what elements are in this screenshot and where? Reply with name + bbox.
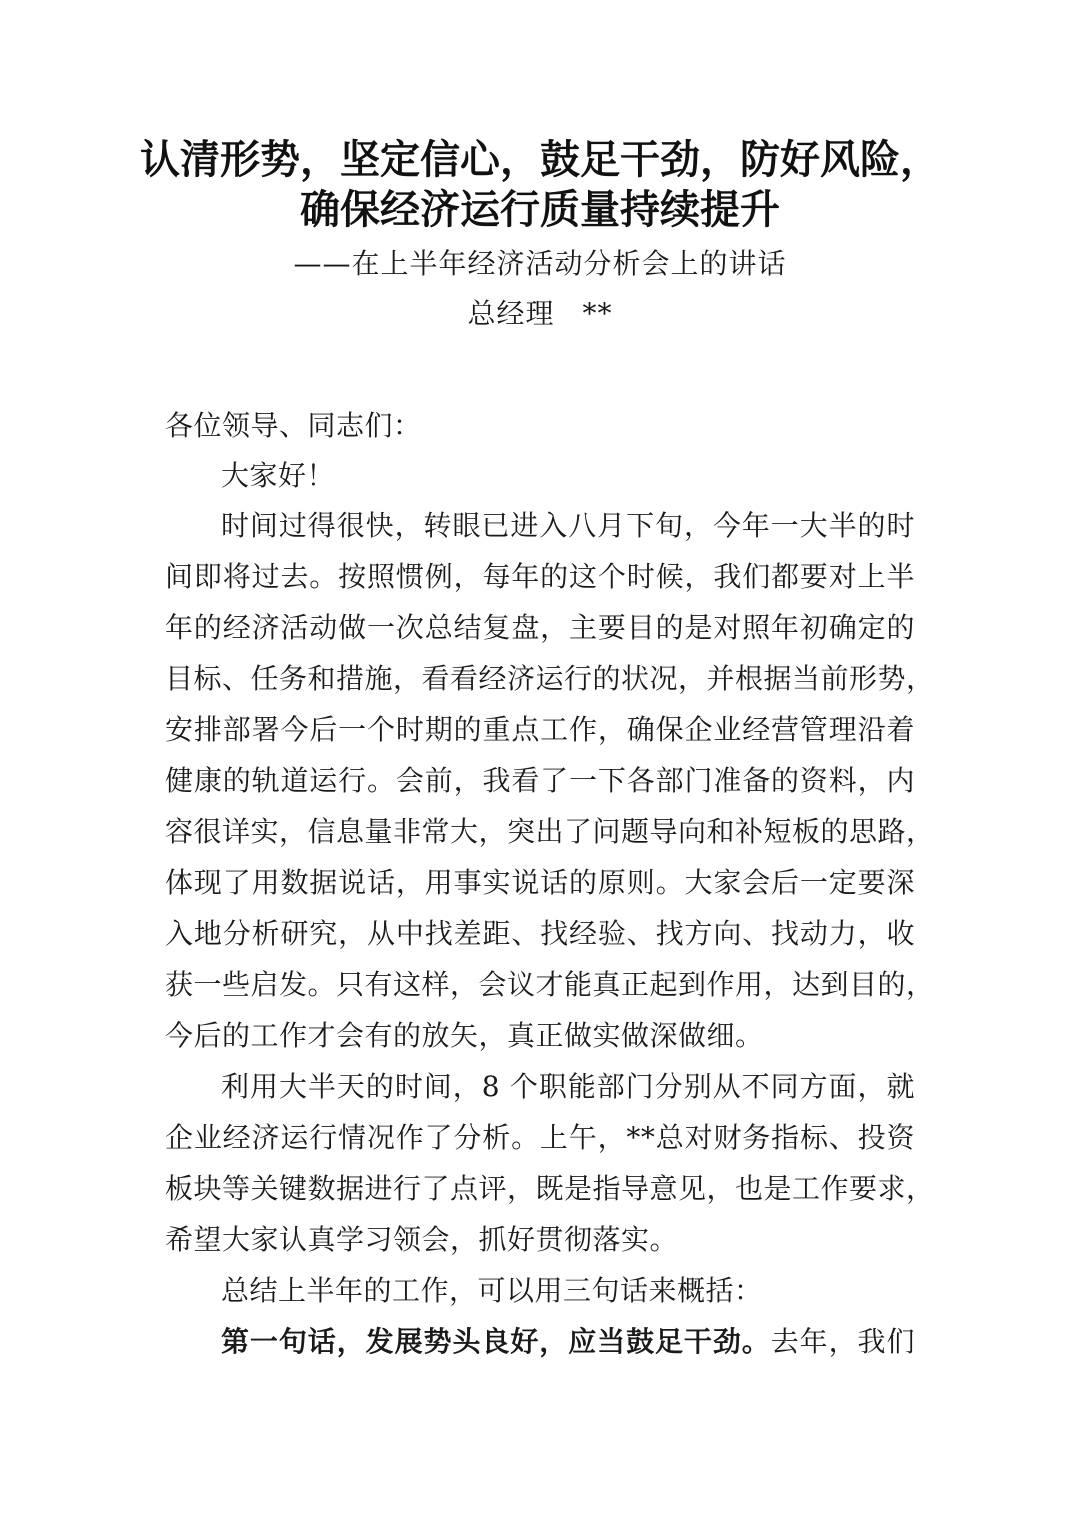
paragraph-continuation: 去年，我们 [770, 1325, 915, 1358]
author-name: ** [582, 297, 613, 330]
document-title-line-2: 确保经济运行质量持续提升 [300, 186, 780, 233]
paragraph-line: 今后的工作才会有的放矢，真正做实做深做细。 [165, 1019, 764, 1052]
document-subtitle: ——在上半年经济活动分析会上的讲话 [293, 247, 787, 280]
paragraph-line: 间即将过去。按照惯例，每年的这个时候，我们都要对上半 [165, 560, 915, 593]
paragraph-line: 健康的轨道运行。会前，我看了一下各部门准备的资料，内 [165, 764, 915, 797]
paragraph-line: 年的经济活动做一次总结复盘，主要目的是对照年初确定的 [165, 611, 915, 644]
paragraph-line: 体现了用数据说话，用事实说话的原则。大家会后一定要深 [165, 866, 915, 899]
paragraph-line: 时间过得很快，转眼已进入八月下旬，今年一大半的时 [221, 509, 915, 542]
paragraph-line: 入地分析研究，从中找差距、找经验、找方向、找动力，收 [165, 917, 915, 950]
paragraph-line: 总结上半年的工作，可以用三句话来概括： [221, 1274, 763, 1307]
paragraph-line: 板块等关键数据进行了点评，既是指导意见，也是工作要求， [165, 1172, 935, 1205]
paragraph-line: 安排部署今后一个时期的重点工作，确保企业经营管理沿着 [165, 713, 915, 746]
paragraph-line: 利用大半天的时间，8 个职能部门分别从不同方面，就 [221, 1070, 915, 1103]
paragraph-line: 容很详实，信息量非常大，突出了问题导向和补短板的思路， [165, 815, 935, 848]
salutation: 各位领导、同志们： [165, 409, 422, 442]
document-title-line-1: 认清形势，坚定信心，鼓足干劲，防好风险， [140, 136, 940, 183]
author-role: 总经理 [467, 297, 555, 330]
paragraph-line-mixed [221, 1322, 915, 1362]
bold-lead-sentence: 第一句话，发展势头良好，应当鼓足干劲。 [221, 1325, 771, 1358]
paragraph-line: 企业经济运行情况作了分析。上午，**总对财务指标、投资 [165, 1121, 915, 1154]
paragraph-line: 希望大家认真学习领会，抓好贯彻落实。 [165, 1223, 679, 1256]
greeting: 大家好！ [221, 459, 336, 492]
paragraph-line: 获一些启发。只有这样，会议才能真正起到作用，达到目的， [165, 968, 935, 1001]
paragraph-line: 目标、任务和措施，看看经济运行的状况，并根据当前形势， [165, 662, 935, 695]
document-author [100, 294, 980, 334]
